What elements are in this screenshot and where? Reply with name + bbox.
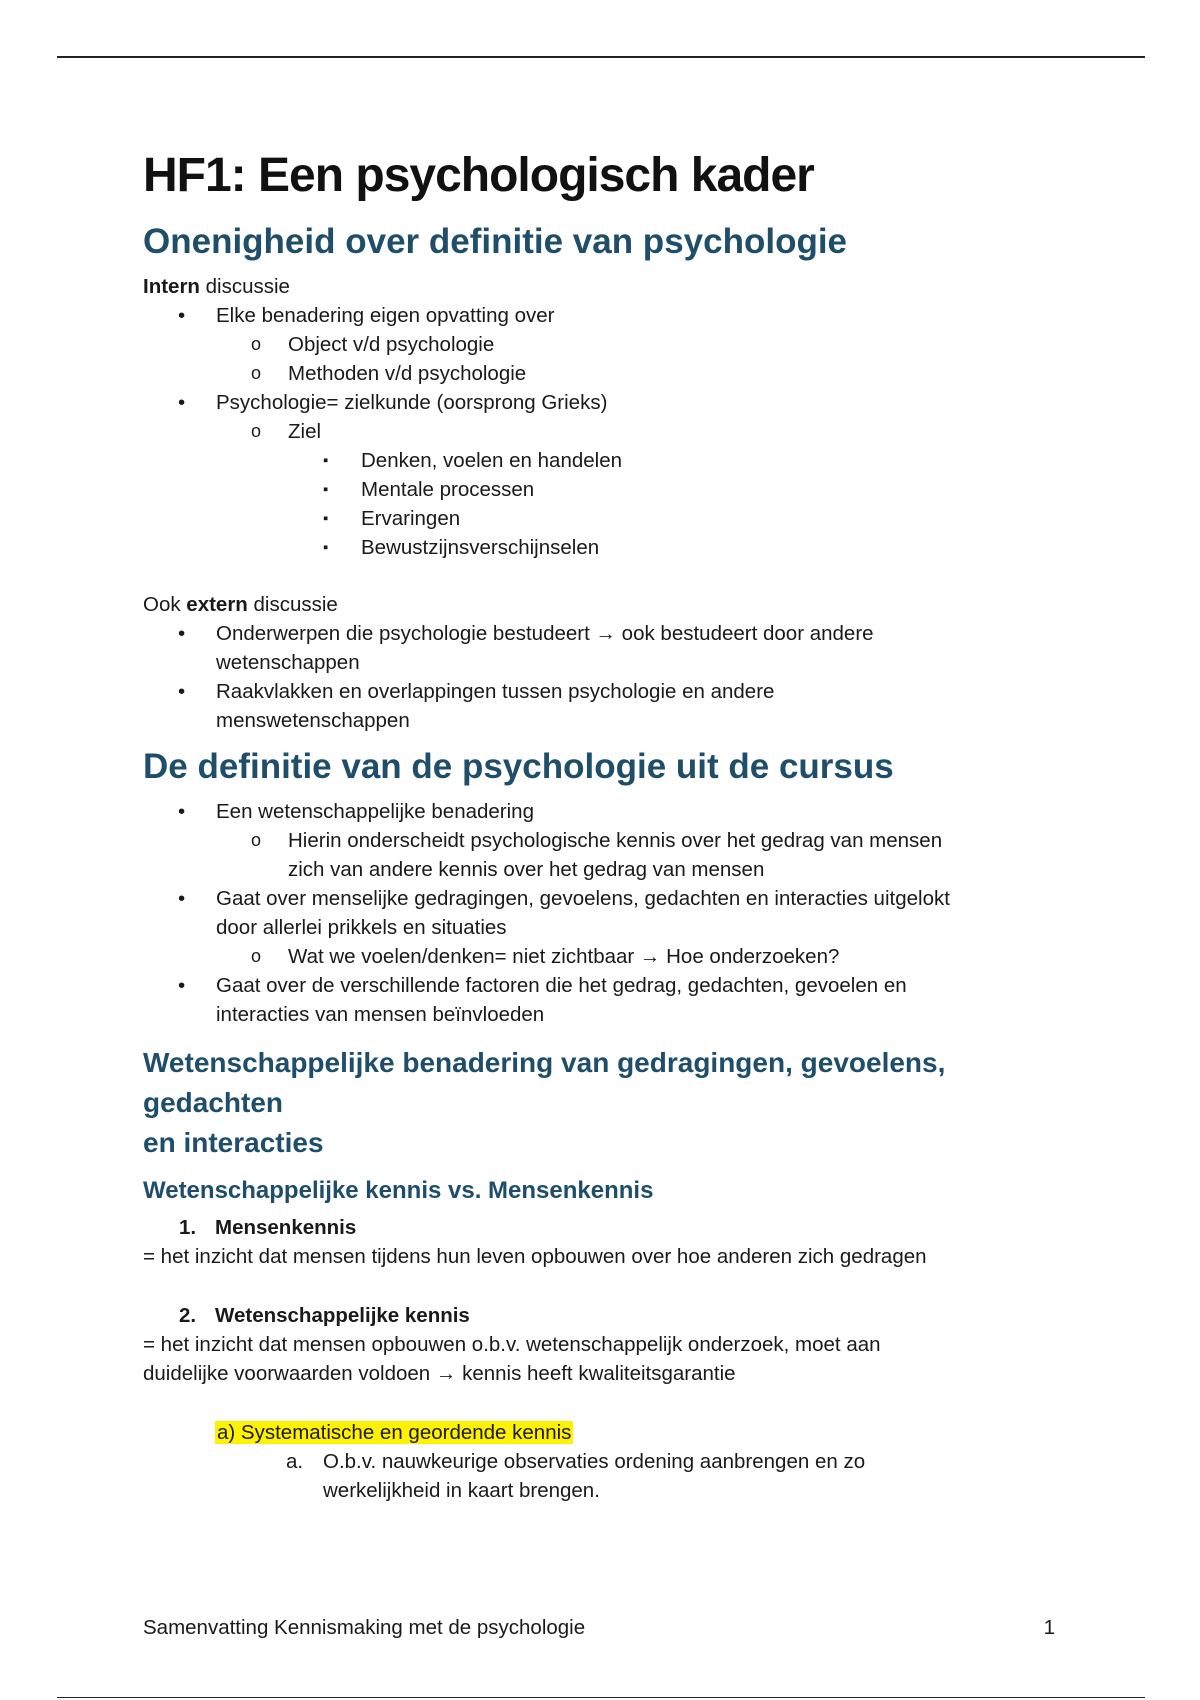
intern-rest: discussie (199, 275, 290, 298)
footer-text: Samenvatting Kennismaking met de psychologie (143, 1616, 586, 1639)
list-item: o Hierin onderscheidt psychologische kennis over het gedrag van mensen zich van andere kennis over het gedrag van mensen (143, 826, 1063, 884)
page-number: 1 (1043, 1616, 1055, 1639)
intern-bold: Intern (143, 275, 200, 298)
list-item: o Object v/d psychologie (143, 330, 1063, 359)
circle-marker: o (251, 421, 262, 441)
numbered-item-mensenkennis: 1. Mensenkennis (179, 1216, 357, 1239)
highlighted-subitem (143, 1418, 1063, 1447)
highlight: a) Systematische en geordende kennis (217, 1421, 572, 1444)
page-footer (143, 1614, 1055, 1642)
section-heading-wetenschappelijk: Wetenschappelijke benadering van gedragingen, gevoelens, gedachten en interacties (143, 1047, 946, 1158)
definition-wetenschappelijke-kennis: = het inzicht dat mensen opbouwen o.b.v. wetenschappelijk onderzoek, moet aan duidelijke voorwaarden voldoen → kennis heeft kwaliteitsgarantie (143, 1333, 881, 1385)
list-item: ▪ Mentale processen (143, 475, 1063, 504)
bullet-marker: • (178, 391, 186, 414)
bullet-marker: • (178, 680, 186, 703)
top-rule (57, 56, 1145, 58)
square-marker: ▪ (323, 452, 329, 469)
list-item: ▪ Denken, voelen en handelen (143, 446, 1063, 475)
list-item: a. O.b.v. nauwkeurige observaties ordening aanbrengen en zo werkelijkheid in kaart brengen. (143, 1447, 1063, 1505)
definition-mensenkennis: = het inzicht dat mensen tijdens hun leven opbouwen over hoe anderen zich gedragen (143, 1245, 927, 1268)
extern-bold: extern (186, 593, 248, 616)
list-item: o Methoden v/d psychologie (143, 359, 1063, 388)
list-item: • Onderwerpen die psychologie bestudeert → ook bestudeert door andere wetenschappen (143, 619, 1063, 677)
list-item: ▪ Ervaringen (143, 504, 1063, 533)
square-marker: ▪ (323, 539, 329, 556)
list-item: • Een wetenschappelijke benadering (143, 797, 1063, 826)
page-title: HF1: Een psychologisch kader (143, 149, 814, 202)
circle-marker: o (251, 830, 262, 850)
bullet-marker: • (178, 800, 186, 823)
list-item: o Ziel (143, 417, 1063, 446)
numbered-item-wetenschappelijke-kennis: 2. Wetenschappelijke kennis (179, 1304, 470, 1327)
letter-marker: a. (286, 1450, 304, 1473)
list-item: • Raakvlakken en overlappingen tussen psychologie en andere menswetenschappen (143, 677, 1063, 735)
circle-marker: o (251, 363, 262, 383)
list-item: • Gaat over menselijke gedragingen, gevoelens, gedachten en interacties uitgelokt door allerlei prikkels en situaties (143, 884, 1063, 942)
list-item: o Wat we voelen/denken= niet zichtbaar → Hoe onderzoeken? (143, 942, 1063, 971)
list-item: • Elke benadering eigen opvatting over (143, 301, 1063, 330)
intern-paragraph (143, 272, 1063, 301)
list-item: ▪ Bewustzijnsverschijnselen (143, 533, 1063, 562)
square-marker: ▪ (323, 481, 329, 498)
bullet-marker: • (178, 304, 186, 327)
bullet-marker: • (178, 887, 186, 910)
section-heading-definitie: De definitie van de psychologie uit de cursus (143, 747, 894, 786)
list-item: • Gaat over de verschillende factoren die het gedrag, gedachten, gevoelen en interacties van mensen beïnvloeden (143, 971, 1063, 1029)
bottom-rule (57, 1697, 1145, 1698)
bullet-marker: • (178, 974, 186, 997)
section-heading-onenigheid: Onenigheid over definitie van psychologie (143, 222, 848, 261)
list-item: • Psychologie= zielkunde (oorsprong Grieks) (143, 388, 1063, 417)
bullet-marker: • (178, 622, 186, 645)
circle-marker: o (251, 946, 262, 966)
document-body (143, 148, 1063, 1505)
subheading-kennis: Wetenschappelijke kennis vs. Mensenkennis (143, 1177, 654, 1204)
circle-marker: o (251, 334, 262, 354)
extern-paragraph: Ook extern discussie (143, 593, 338, 616)
square-marker: ▪ (323, 510, 329, 527)
